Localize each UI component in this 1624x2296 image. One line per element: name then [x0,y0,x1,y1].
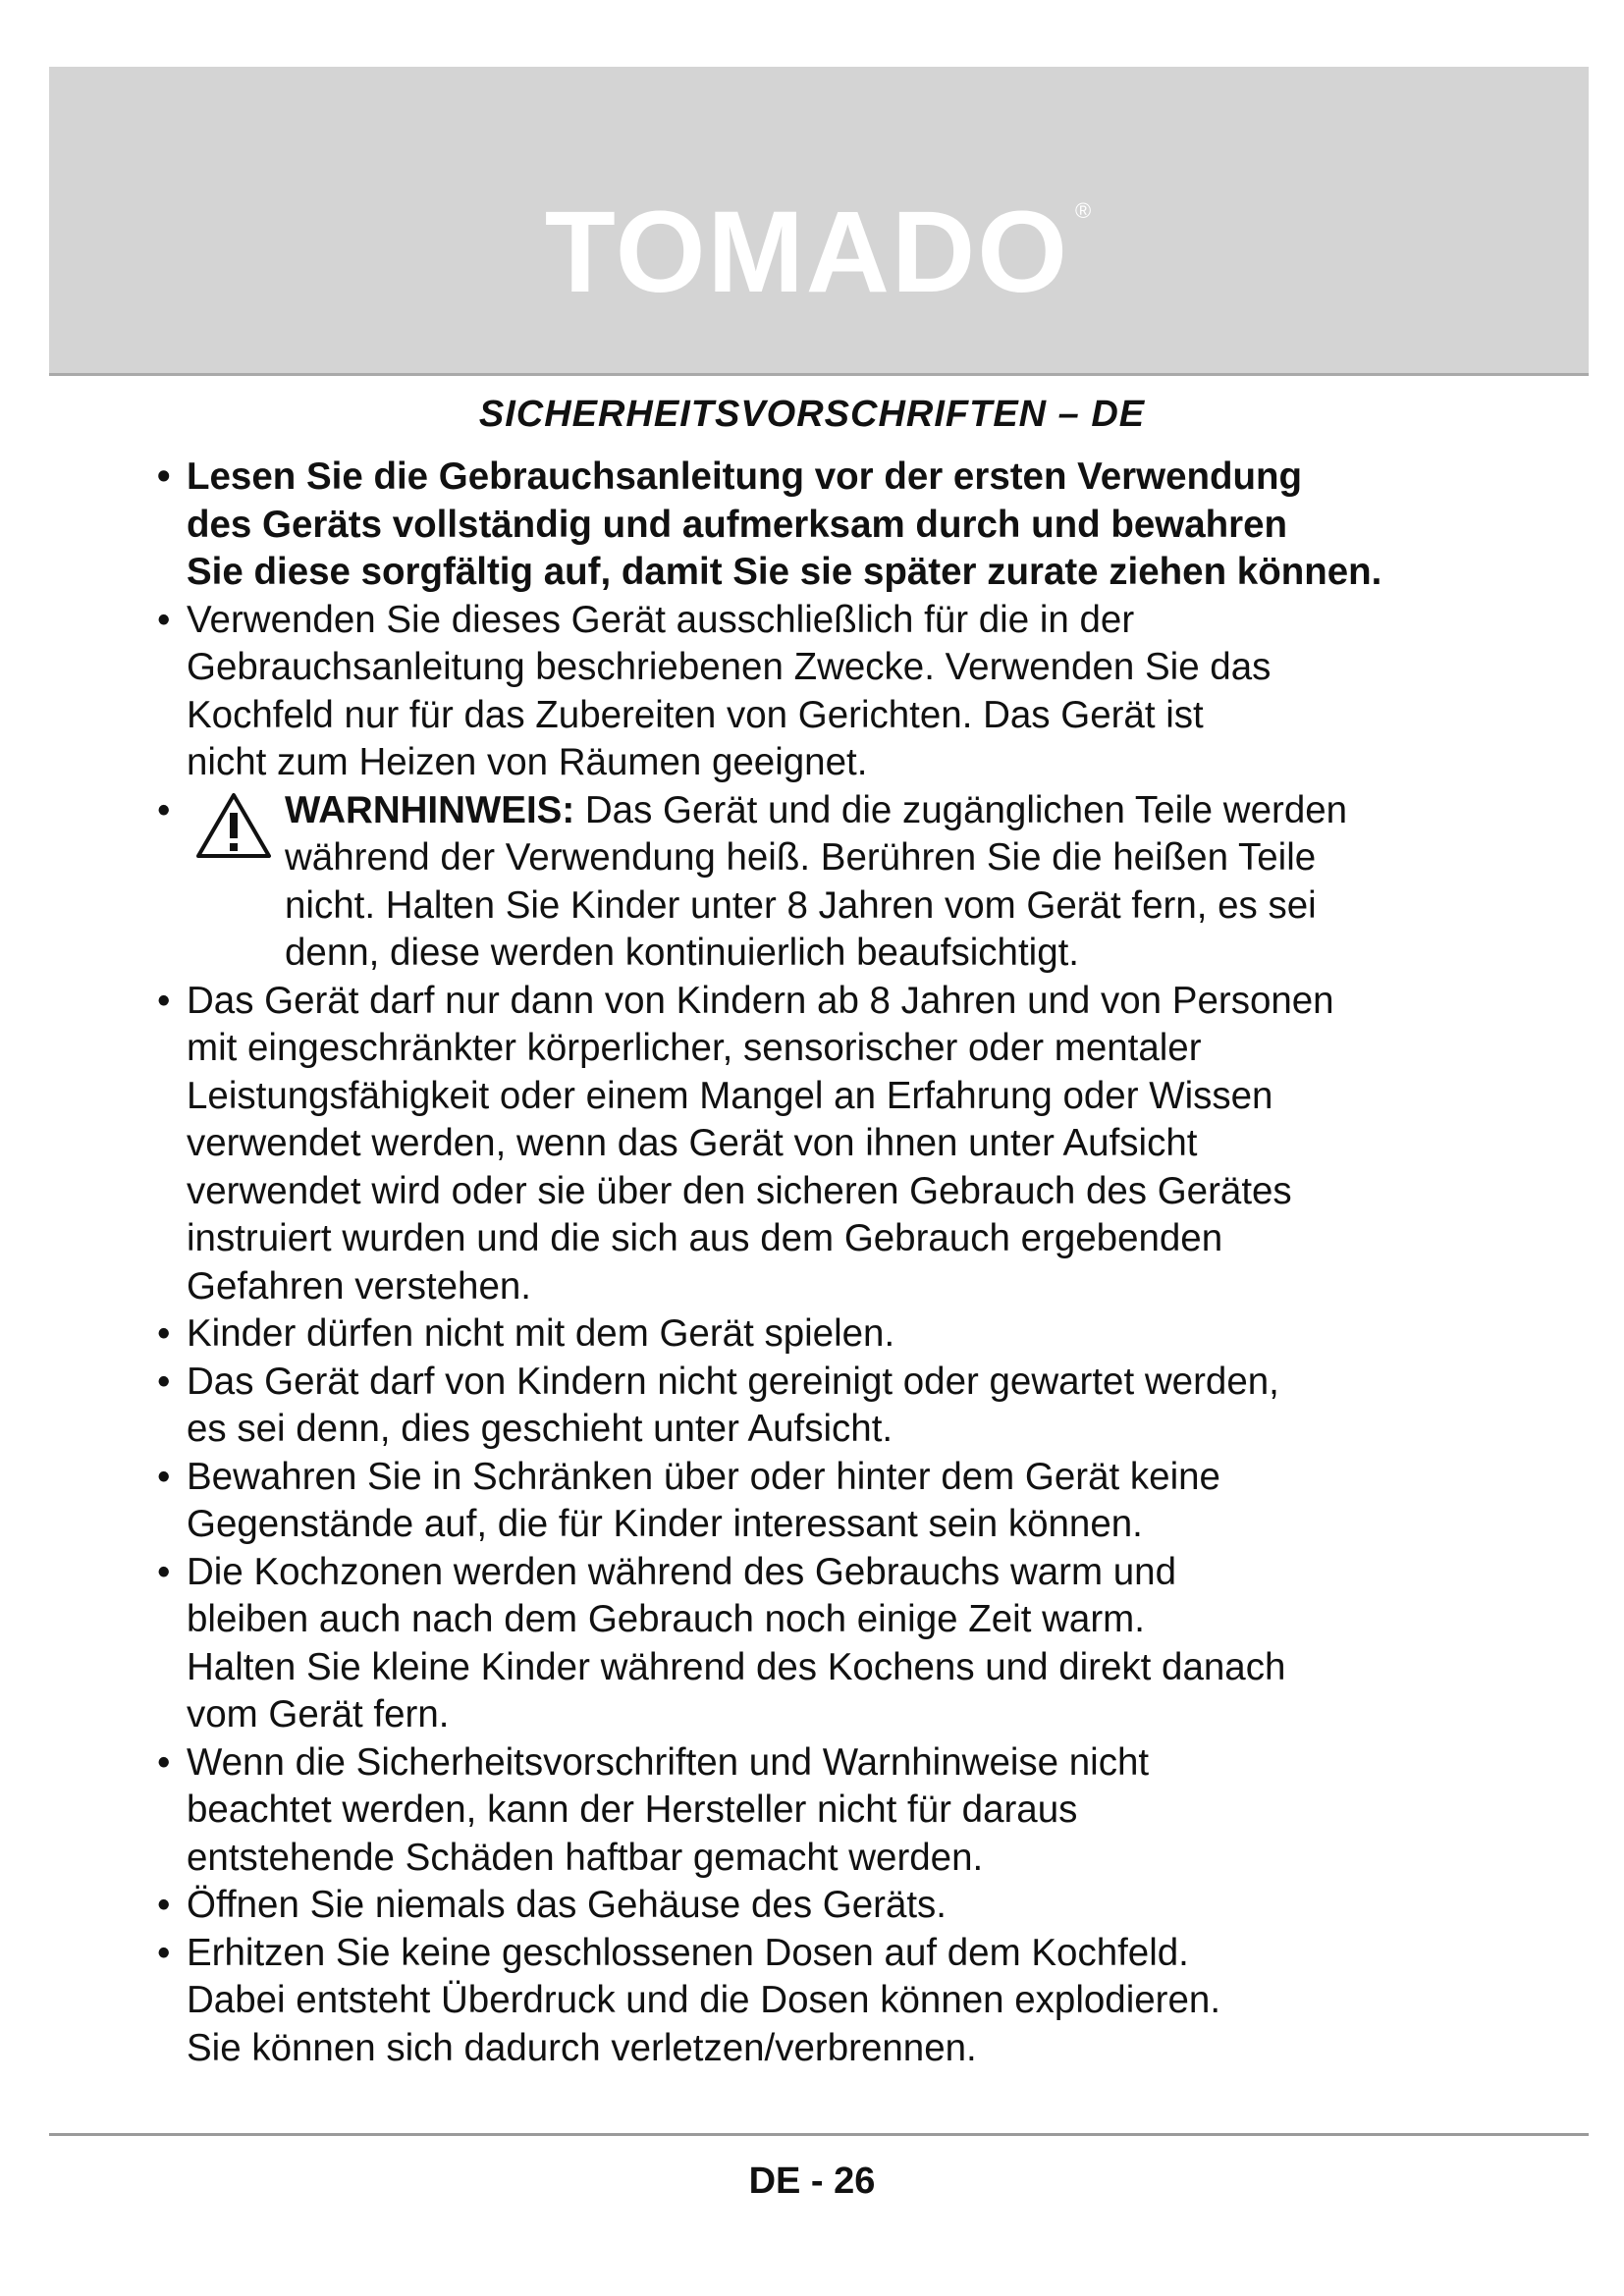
warning-label: WARNHINWEIS: [285,788,575,831]
rule-line: verwendet wird oder sie über den sicheren Gebrauch des Gerätes [187,1169,1292,1212]
rule-line: Gebrauchsanleitung beschriebenen Zwecke. Verwenden Sie das [187,646,1272,688]
registered-mark: ® [1075,198,1094,223]
rule-line: verwendet werden, wenn das Gerät von ihnen unter Aufsicht [187,1122,1198,1164]
brand-logo-text: TOMADO [544,187,1070,317]
rule-no-playing [157,1310,1532,1359]
rule-line: während der Verwendung heiß. Berühren Sie die heißen Teile [285,836,1317,879]
warning-text: Das Gerät und die zugänglichen Teile werden [574,788,1348,831]
rule-line: • Verwenden Sie dieses Gerät ausschließlich für die in der [187,598,1135,641]
header-band [49,67,1589,376]
rule-children-from-8 [157,978,1532,1311]
rule-line: • Erhitzen Sie keine geschlossenen Dosen auf dem Kochfeld. [187,1931,1189,1974]
rule-line: denn, diese werden kontinuierlich beaufsichtigt. [285,932,1080,974]
rule-line: instruiert wurden und die sich aus dem Gebrauch ergebenden [187,1217,1223,1259]
rule-line: nicht zum Heizen von Räumen geeignet. [187,741,868,783]
rule-line: • Öffnen Sie niemals das Gehäuse des Geräts. [187,1884,947,1926]
rule-liability [157,1739,1532,1883]
rule-line: entstehende Schäden haftbar gemacht werden. [187,1836,984,1879]
rule-read-manual [157,454,1532,597]
brand-logo [49,187,1589,317]
rule-line: Sie diese sorgfältig auf, damit Sie sie später zurate ziehen können. [187,551,1382,593]
rule-line: nicht. Halten Sie Kinder unter 8 Jahren vom Gerät fern, es sei [285,883,1317,927]
safety-rules [157,454,1532,2072]
rule-line: Gefahren verstehen. [187,1264,531,1308]
footer-divider [49,2133,1589,2136]
rule-cleaning-by-children [157,1359,1532,1454]
rule-line: Sie können sich dadurch verletzen/verbrennen. [187,2026,977,2069]
rule-line: • Wenn die Sicherheitsvorschriften und Warnhinweise nicht [187,1740,1150,1784]
rule-line: mit eingeschränkter körperlicher, sensorischer oder mentaler [187,1027,1202,1069]
warning-triangle-icon [194,791,273,860]
rule-line: Halten Sie kleine Kinder während des Kochens und direkt danach [187,1645,1286,1688]
rule-line: • Die Kochzonen werden während des Gebrauchs warm und [187,1550,1176,1593]
warning-block [187,787,1532,978]
rule-line: beachtet werden, kann der Hersteller nicht für daraus [187,1789,1078,1831]
page-number: DE - 26 [748,2161,876,2202]
rule-line: • Bewahren Sie in Schränken über oder hinter dem Gerät keine [187,1455,1220,1498]
rule-line: Gegenstände auf, die für Kinder interessant sein können. [187,1503,1143,1545]
rule-line: Kochfeld nur für das Zubereiten von Gerichten. Das Gerät ist [187,693,1204,736]
rule-line [285,787,1532,835]
rules-list [157,454,1532,2072]
rule-closed-cans [157,1930,1532,2073]
rule-cabinet-storage [157,1454,1532,1549]
rule-line: Leistungsfähigkeit oder einem Mangel an Erfahrung oder Wissen [187,1074,1273,1117]
rule-line: des Geräts vollständig und aufmerksam durch und bewahren [187,503,1288,546]
rule-line: Dabei entsteht Überdruck und die Dosen können explodieren. [187,1979,1221,2021]
rule-line: • Lesen Sie die Gebrauchsanleitung vor der ersten Verwendung [187,455,1303,498]
page-title: SICHERHEITSVORSCHRIFTEN – DE [478,394,1146,435]
rule-line: • Das Gerät darf von Kindern nicht gereinigt oder gewartet werden, [187,1360,1279,1403]
rule-line: • Das Gerät darf nur dann von Kindern ab 8 Jahren und von Personen [187,979,1334,1022]
rule-warning-hot-parts [157,787,1532,978]
rule-intended-use [157,597,1532,787]
rule-line: • Kinder dürfen nicht mit dem Gerät spielen. [187,1312,895,1355]
rule-line: bleiben auch nach dem Gebrauch noch einige Zeit warm. [187,1598,1145,1640]
rule-line: vom Gerät fern. [187,1693,450,1735]
rule-line: es sei denn, dies geschieht unter Aufsicht. [187,1408,893,1450]
rule-hot-cooking-zones [157,1549,1532,1739]
rule-do-not-open-housing [157,1882,1532,1930]
